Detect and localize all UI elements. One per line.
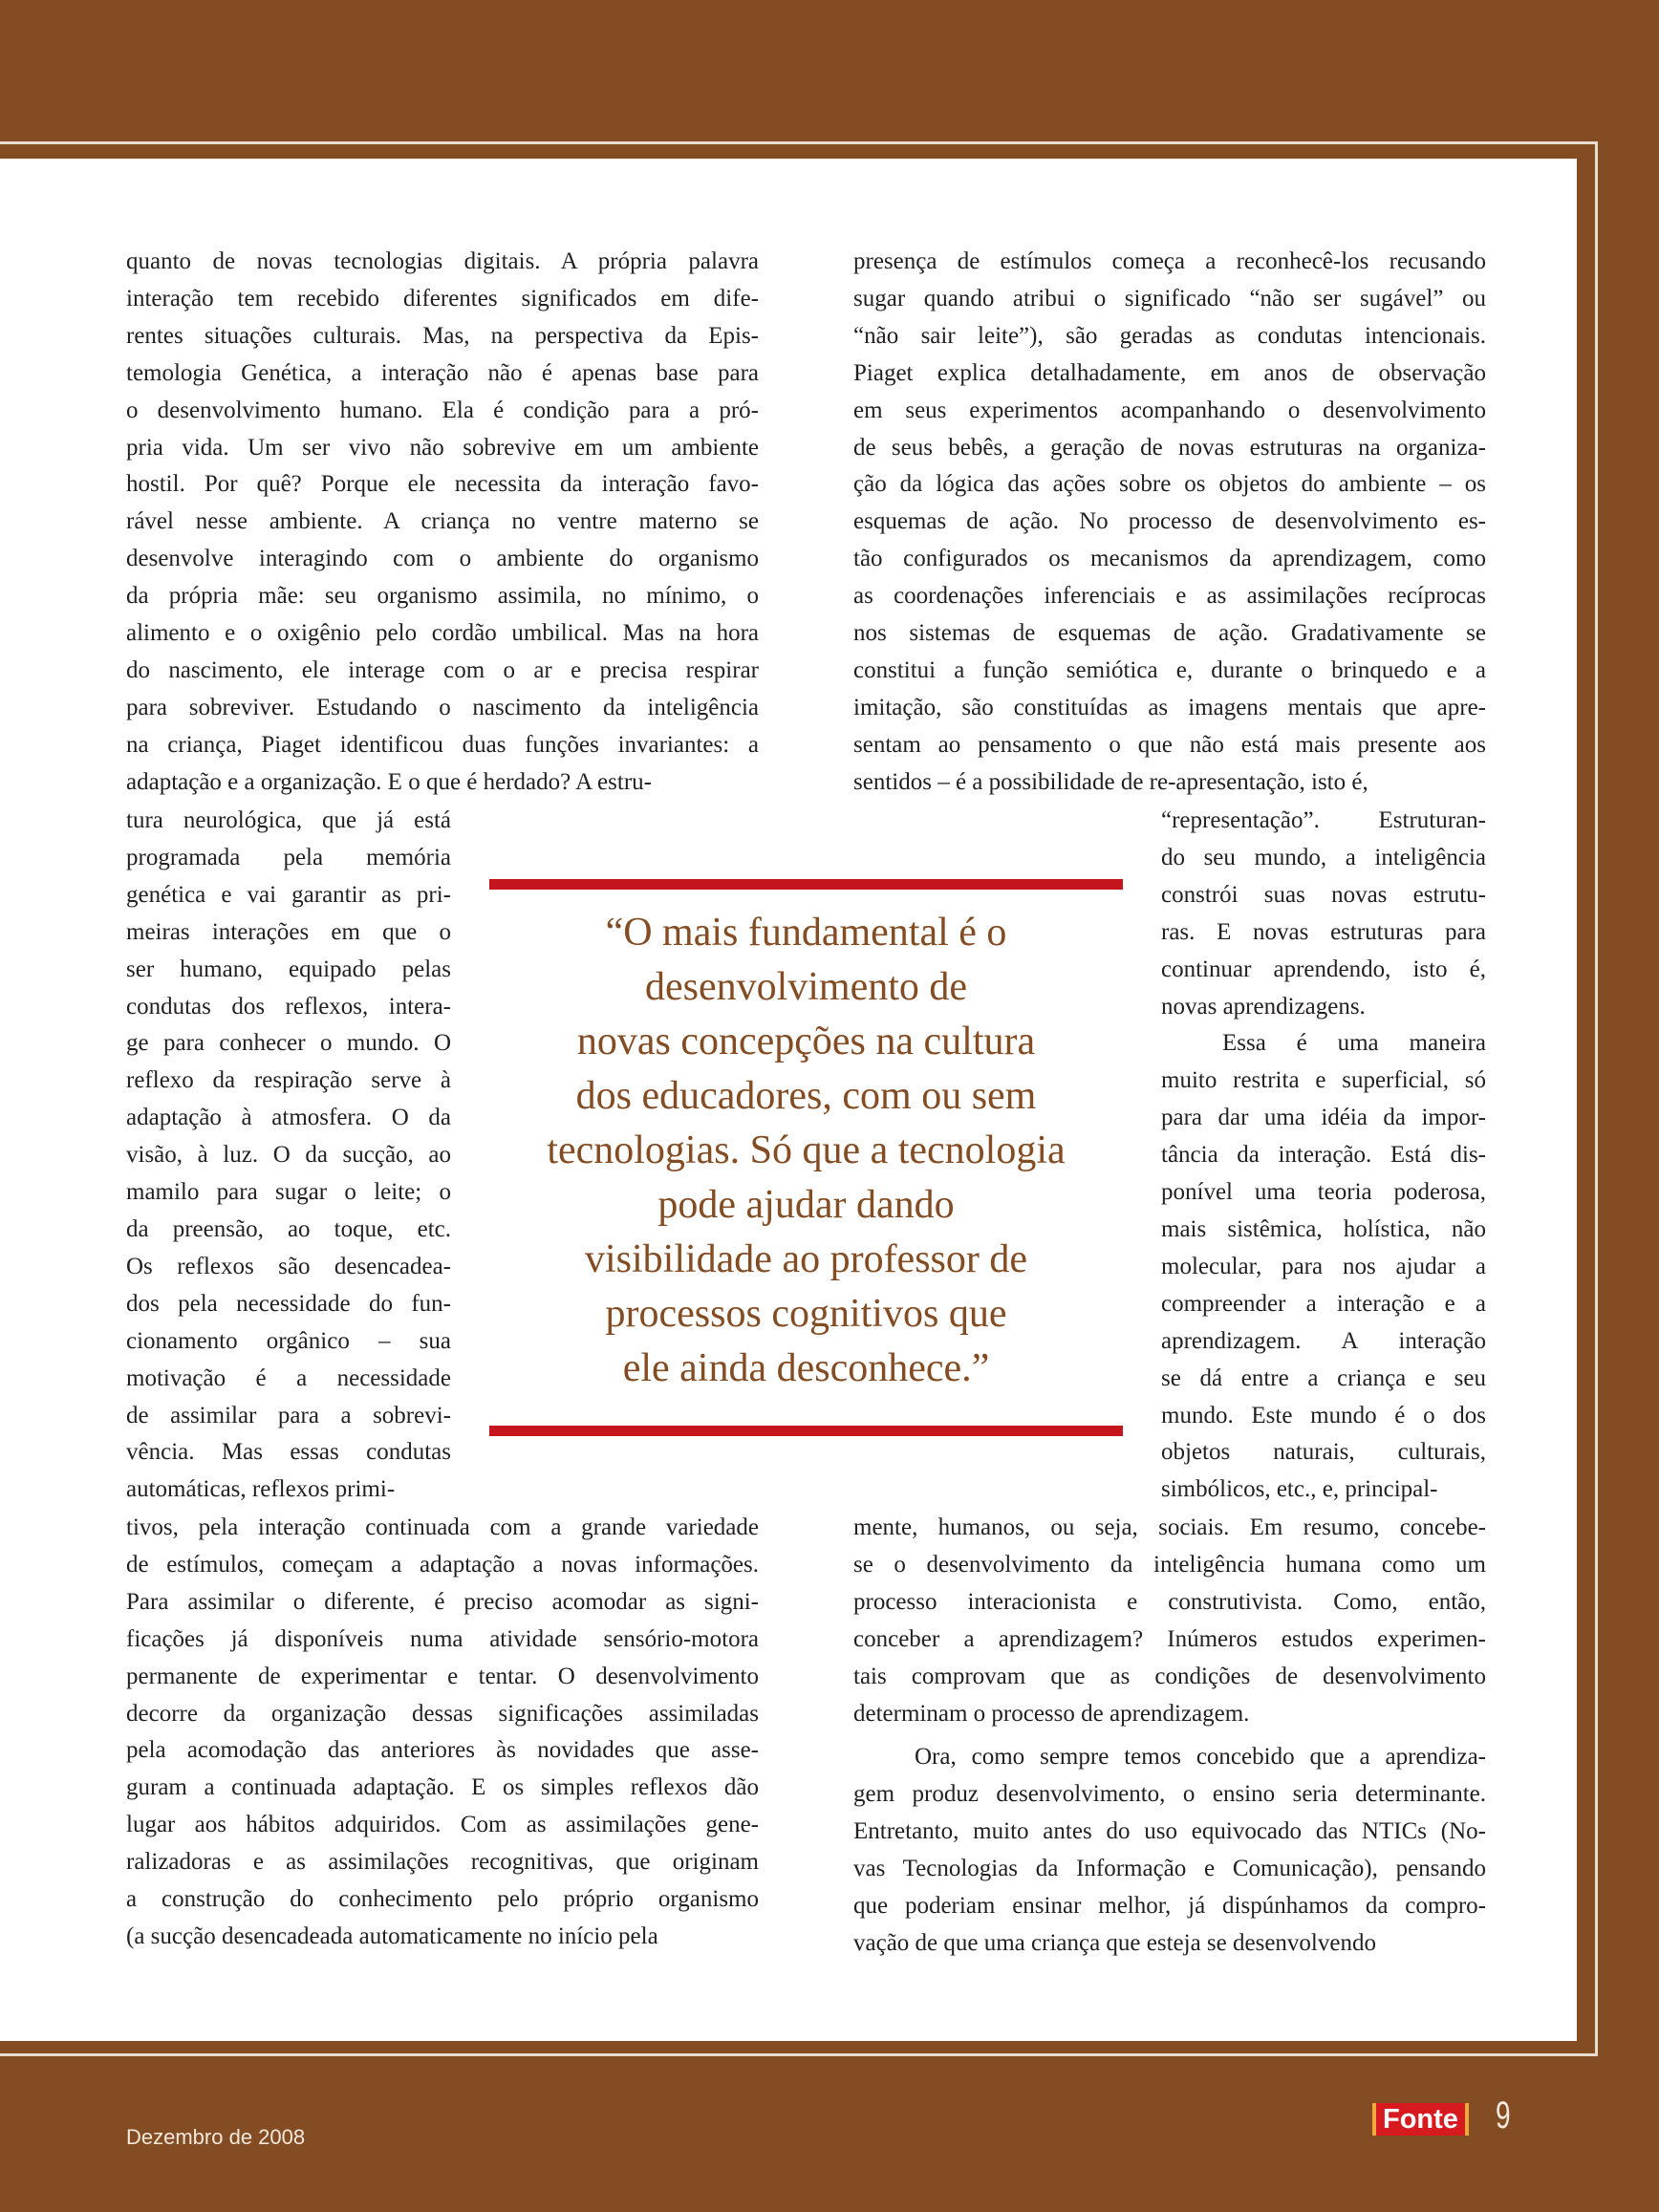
text-line: permanente de experimentar e tentar. O desenvolvimento xyxy=(126,1663,759,1689)
text-line: constitui a função semiótica e, durante o brinquedo e a xyxy=(853,656,1486,683)
text-line: do nascimento, ele interage com o ar e precisa respirar xyxy=(126,656,759,683)
text-line: para sobreviver. Estudando o nascimento da inteligência xyxy=(126,694,759,720)
text-line: de estímulos, começam a adaptação a novas informações. xyxy=(126,1551,759,1578)
text-line: sentidos – é a possibilidade de re-apresentação, isto é, xyxy=(853,768,1368,795)
text-line: genética e vai garantir as pri- xyxy=(126,881,451,908)
text-line: na criança, Piaget identificou duas funções invariantes: a xyxy=(126,731,759,758)
issue-date: Dezembro de 2008 xyxy=(126,2125,306,2149)
text-line: lugar aos hábitos adquiridos. Com as assimilações gene- xyxy=(126,1812,759,1838)
text-line: as coordenações inferenciais e as assimilações recíprocas xyxy=(853,583,1486,610)
text-line: ficações já disponíveis numa atividade sensório-motora xyxy=(126,1625,759,1652)
text-line: motivação é a necessidade xyxy=(126,1364,451,1391)
text-line: vência. Mas essas condutas xyxy=(126,1439,451,1466)
text-line: mundo. Este mundo é o dos xyxy=(1161,1402,1486,1428)
page-number: 9 xyxy=(1496,2094,1511,2137)
text-line: constrói suas novas estrutu- xyxy=(1161,881,1486,908)
text-line: ser humano, equipado pelas xyxy=(126,956,451,982)
magazine-logo xyxy=(1372,2100,1469,2138)
text-line: rentes situações culturais. Mas, na perspectiva da Epis- xyxy=(126,322,759,349)
text-line: objetos naturais, culturais, xyxy=(1161,1439,1486,1466)
text-line: meiras interações em que o xyxy=(126,918,451,945)
text-line: visão, à luz. O da sucção, ao xyxy=(126,1142,451,1169)
text-line: determinam o processo de aprendizagem. xyxy=(853,1700,1250,1727)
text-line: cionamento orgânico – sua xyxy=(126,1327,451,1354)
quote-bottom-rule xyxy=(489,1426,1123,1436)
text-line: da própria mãe: seu organismo assimila, no mínimo, o xyxy=(126,583,759,610)
text-line: da preensão, ao toque, etc. xyxy=(126,1215,451,1242)
text-line: Ora, como sempre temos concebido que a aprendiza- xyxy=(915,1744,1486,1770)
text-line: pode ajudar dando xyxy=(657,1183,955,1227)
text-line: “O mais fundamental é o xyxy=(605,911,1007,955)
text-line: tais comprovam que as condições de desenvolvimento xyxy=(853,1663,1486,1689)
text-line: conceber a aprendizagem? Inúmeros estudos experimen- xyxy=(853,1625,1486,1652)
text-line: que poderiam ensinar melhor, já dispúnhamos da compro- xyxy=(853,1892,1486,1919)
text-line: se dá entre a criança e seu xyxy=(1161,1364,1486,1391)
text-line: pela acomodação das anteriores às novidades que asse- xyxy=(126,1737,759,1764)
text-line: simbólicos, etc., e, principal- xyxy=(1161,1476,1438,1503)
text-line: mamilo para sugar o leite; o xyxy=(126,1179,451,1206)
text-line: desenvolve interagindo com o ambiente do organismo xyxy=(126,546,759,572)
text-line: aprendizagem. A interação xyxy=(1161,1327,1486,1354)
text-line: quanto de novas tecnologias digitais. A própria palavra xyxy=(126,248,759,274)
text-line: ele ainda desconhece.” xyxy=(622,1346,990,1390)
text-line: temologia Genética, a interação não é apenas base para xyxy=(126,359,759,386)
text-line: Para assimilar o diferente, é preciso acomodar as signi- xyxy=(126,1588,759,1615)
text-line: rável nesse ambiente. A criança no ventre materno se xyxy=(126,508,759,535)
text-line: presença de estímulos começa a reconhecê-los recusando xyxy=(853,248,1486,274)
text-line: sentam ao pensamento o que não está mais presente aos xyxy=(853,731,1486,758)
right-bottom-text xyxy=(853,1510,1486,1732)
text-line: tura neurológica, que já está xyxy=(126,807,451,833)
text-line: reflexo da respiração serve à xyxy=(126,1067,451,1094)
text-line: processo interacionista e construtivista. Como, então, xyxy=(853,1588,1486,1615)
text-line: nos sistemas de esquemas de ação. Gradativamente se xyxy=(853,620,1486,647)
text-line: automáticas, reflexos primi- xyxy=(126,1476,396,1503)
text-line: esquemas de ação. No processo de desenvolvimento es- xyxy=(853,508,1486,535)
text-line: para dar uma idéia da impor- xyxy=(1161,1105,1486,1131)
text-line: molecular, para nos ajudar a xyxy=(1161,1253,1486,1279)
text-line: interação tem recebido diferentes significados em dife- xyxy=(126,285,759,311)
text-line: em seus experimentos acompanhando o desenvolvimento xyxy=(853,397,1486,423)
text-line: “não sair leite”), são geradas as condutas intencionais. xyxy=(853,322,1486,349)
logo-right-tick xyxy=(1465,2103,1469,2136)
text-line: decorre da organização dessas significações assimiladas xyxy=(126,1700,759,1727)
text-line: ge para conhecer o mundo. O xyxy=(126,1030,451,1057)
text-line: dos educadores, com ou sem xyxy=(575,1074,1037,1118)
right-narrow-text xyxy=(1161,803,1486,1509)
text-line: tão configurados os mecanismos da aprendizagem, como xyxy=(853,546,1486,572)
text-line: vas Tecnologias da Informação e Comunicação), pensando xyxy=(853,1855,1486,1881)
text-line: a construção do conhecimento pelo próprio organismo xyxy=(126,1886,759,1913)
text-line: vação de que uma criança que esteja se desenvolvendo xyxy=(853,1929,1376,1956)
text-line: processos cognitivos que xyxy=(605,1292,1007,1336)
text-line: condutas dos reflexos, intera- xyxy=(126,993,451,1020)
text-line: Os reflexos são desencadea- xyxy=(126,1253,451,1279)
left-column-text xyxy=(126,244,759,802)
text-line: Essa é uma maneira xyxy=(1222,1030,1486,1057)
text-line: sugar quando atribui o significado “não ser sugável” ou xyxy=(853,285,1486,311)
text-line: visibilidade ao professor de xyxy=(584,1237,1028,1281)
text-line: (a sucção desencadeada automaticamente no início pela xyxy=(126,1922,658,1949)
quote-top-rule xyxy=(489,879,1123,890)
text-line: dos pela necessidade do fun- xyxy=(126,1290,451,1317)
text-line: muito restrita e superficial, só xyxy=(1161,1067,1486,1094)
text-line: tivos, pela interação continuada com a grande variedade xyxy=(126,1514,759,1540)
text-line: pria vida. Um ser vivo não sobrevive em um ambiente xyxy=(126,434,759,461)
text-line: guram a continuada adaptação. E os simples reflexos dão xyxy=(126,1774,759,1801)
text-line: Piaget explica detalhadamente, em anos de observação xyxy=(853,359,1486,386)
text-line: ção da lógica das ações sobre os objetos do ambiente – os xyxy=(853,471,1486,498)
text-line: adaptação à atmosfera. O da xyxy=(126,1105,451,1131)
text-line: imitação, são constituídas as imagens mentais que apre- xyxy=(853,694,1486,720)
pull-quote xyxy=(489,906,1123,1396)
text-line: do seu mundo, a inteligência xyxy=(1161,844,1486,870)
text-line: desenvolvimento de xyxy=(644,965,968,1009)
text-line: ponível uma teoria poderosa, xyxy=(1161,1179,1486,1206)
text-line: novas concepções na cultura xyxy=(576,1020,1036,1063)
text-line: continuar aprendendo, isto é, xyxy=(1161,956,1486,982)
text-line: mais sistêmica, holística, não xyxy=(1161,1215,1486,1242)
left-bottom-text xyxy=(126,1510,759,1956)
text-line: “representação”. Estruturan- xyxy=(1161,807,1486,833)
text-line: mente, humanos, ou seja, sociais. Em resumo, concebe- xyxy=(853,1514,1486,1540)
text-line: se o desenvolvimento da inteligência humana como um xyxy=(853,1551,1486,1578)
text-line: programada pela memória xyxy=(126,844,451,870)
logo-wordmark: Fonte xyxy=(1376,2103,1465,2136)
text-line: o desenvolvimento humano. Ela é condição para a pró- xyxy=(126,397,759,423)
left-narrow-text xyxy=(126,803,451,1509)
text-line: adaptação e a organização. E o que é herdado? A estru- xyxy=(126,768,652,795)
text-line: compreender a interação e a xyxy=(1161,1290,1486,1317)
text-line: ralizadoras e as assimilações recognitivas, que originam xyxy=(126,1849,759,1876)
text-line: tância da interação. Está dis- xyxy=(1161,1142,1486,1169)
text-line: novas aprendizagens. xyxy=(1161,993,1366,1020)
text-line: alimento e o oxigênio pelo cordão umbilical. Mas na hora xyxy=(126,620,759,647)
right-bottom-paragraph xyxy=(853,1739,1486,1962)
text-line: de seus bebês, a geração de novas estruturas na organiza- xyxy=(853,434,1486,461)
text-line: ras. E novas estruturas para xyxy=(1161,918,1486,945)
text-line: tecnologias. Só que a tecnologia xyxy=(547,1128,1066,1172)
text-line: Entretanto, muito antes do uso equivocado das NTICs (No- xyxy=(853,1817,1486,1844)
text-line: hostil. Por quê? Porque ele necessita da interação favo- xyxy=(126,471,759,498)
text-line: de assimilar para a sobrevi- xyxy=(126,1402,451,1428)
text-line: gem produz desenvolvimento, o ensino seria determinante. xyxy=(853,1780,1486,1807)
right-column-text xyxy=(853,244,1486,802)
